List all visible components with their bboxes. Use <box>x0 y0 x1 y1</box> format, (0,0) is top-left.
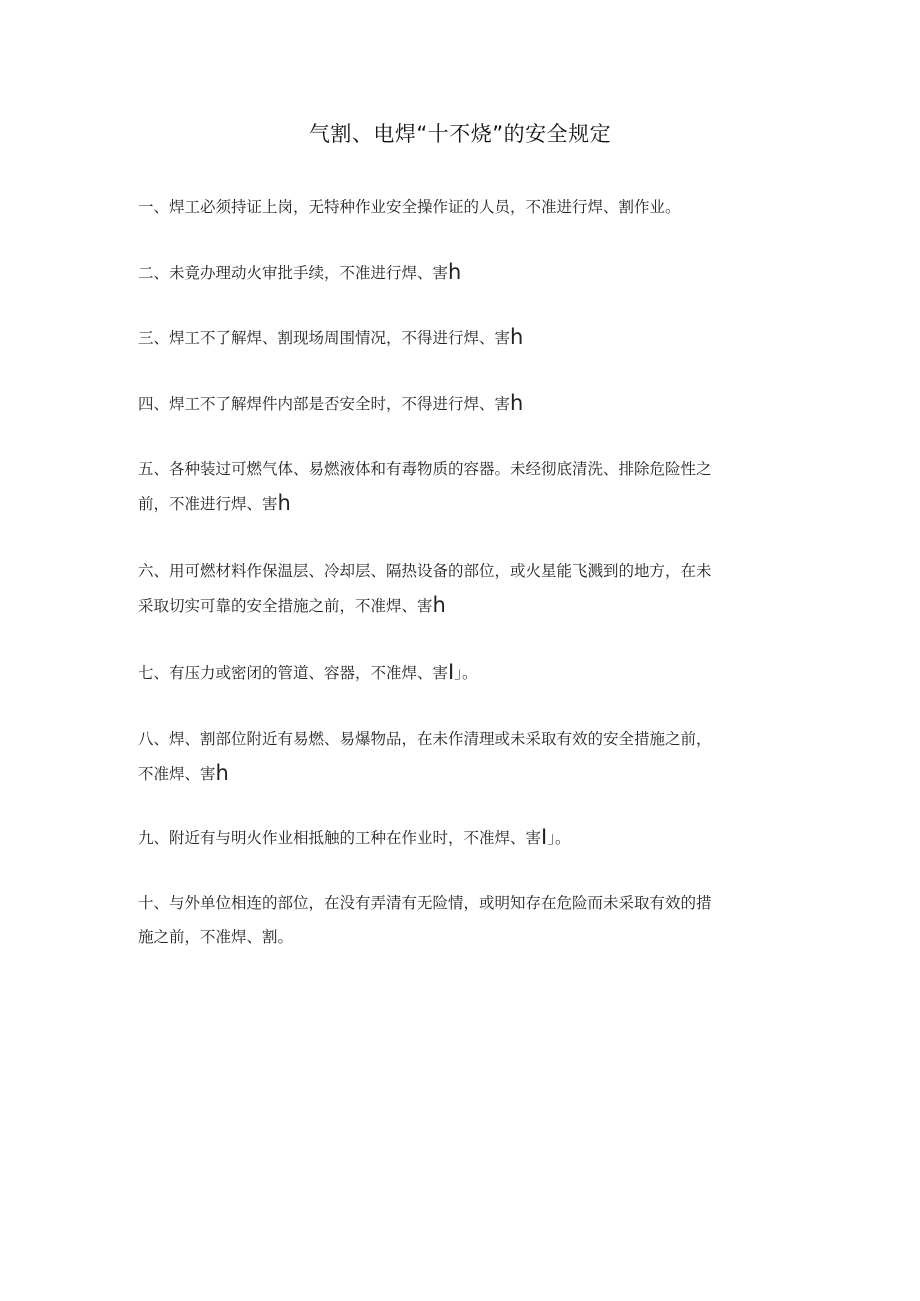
rule-glyph: h <box>448 260 462 284</box>
rule-item-7 <box>138 655 778 689</box>
rule-item-9 <box>138 820 778 854</box>
rule-text: 不准焊、害 <box>138 765 216 783</box>
rule-text: 七、有压力或密闭的管道、容器，不准焊、害 <box>138 664 449 682</box>
rule-glyph: h <box>510 325 524 349</box>
rule-item-6 <box>138 554 778 622</box>
rule-glyph: I <box>448 660 455 684</box>
rule-item-8 <box>138 722 778 790</box>
rule-glyph: I <box>541 825 548 849</box>
rule-line <box>138 320 778 354</box>
rule-text: 前，不准进行焊、害 <box>138 495 278 513</box>
rule-item-5 <box>138 452 778 520</box>
rule-text: 六、用可燃材料作保温层、冷却层、隔热设备的部位，或火星能飞溅到的地方，在未 <box>138 562 712 580</box>
rule-line <box>138 886 778 920</box>
rule-line <box>138 756 778 790</box>
rule-line <box>138 255 778 289</box>
rule-line <box>138 820 778 854</box>
rule-text: 五、各种装过可燃气体、易燃液体和有毒物质的容器。未经彻底清洗、排除危险性之 <box>138 460 712 478</box>
rule-glyph: h <box>432 593 446 617</box>
rule-glyph: h <box>510 391 524 415</box>
rule-item-10 <box>138 886 778 954</box>
rule-line <box>138 722 778 756</box>
rule-text-after: 」。 <box>547 829 571 847</box>
rule-text: 采取切实可靠的安全措施之前，不准焊、害 <box>138 597 433 615</box>
rule-text: 二、未竟办理动火审批手续，不准进行焊、害 <box>138 264 449 282</box>
rule-text: 三、焊工不了解焊、割现场周围情况，不得进行焊、害 <box>138 329 511 347</box>
rule-glyph: h <box>277 491 291 515</box>
rule-glyph: h <box>215 761 229 785</box>
rule-line <box>138 190 778 224</box>
rule-item-3 <box>138 320 778 354</box>
rule-item-1 <box>138 190 778 224</box>
rule-text: 九、附近有与明火作业相抵触的工种在作业时，不准焊、害 <box>138 829 542 847</box>
page-title: 气割、电焊“十不烧”的安全规定 <box>308 122 612 146</box>
rule-text: 十、与外单位相连的部位，在没有弄清有无险情，或明知存在危险而未采取有效的措 <box>138 894 712 912</box>
rule-line <box>138 386 778 420</box>
rule-text: 八、焊、割部位附近有易燃、易爆物品，在未作清理或未采取有效的安全措施之前， <box>138 730 712 748</box>
rule-line <box>138 452 778 486</box>
rule-item-2 <box>138 255 778 289</box>
rule-text-after: 」。 <box>454 664 478 682</box>
rule-line <box>138 486 778 520</box>
rule-line <box>138 920 778 954</box>
rule-line <box>138 588 778 622</box>
rule-line <box>138 554 778 588</box>
rule-text: 四、焊工不了解焊件内部是否安全时，不得进行焊、害 <box>138 395 511 413</box>
rule-line <box>138 655 778 689</box>
rule-item-4 <box>138 386 778 420</box>
rule-text: 施之前，不准焊、割。 <box>138 928 294 946</box>
rule-text: 一、焊工必须持证上岗，无特种作业安全操作证的人员，不准进行焊、割作业。 <box>138 198 681 216</box>
